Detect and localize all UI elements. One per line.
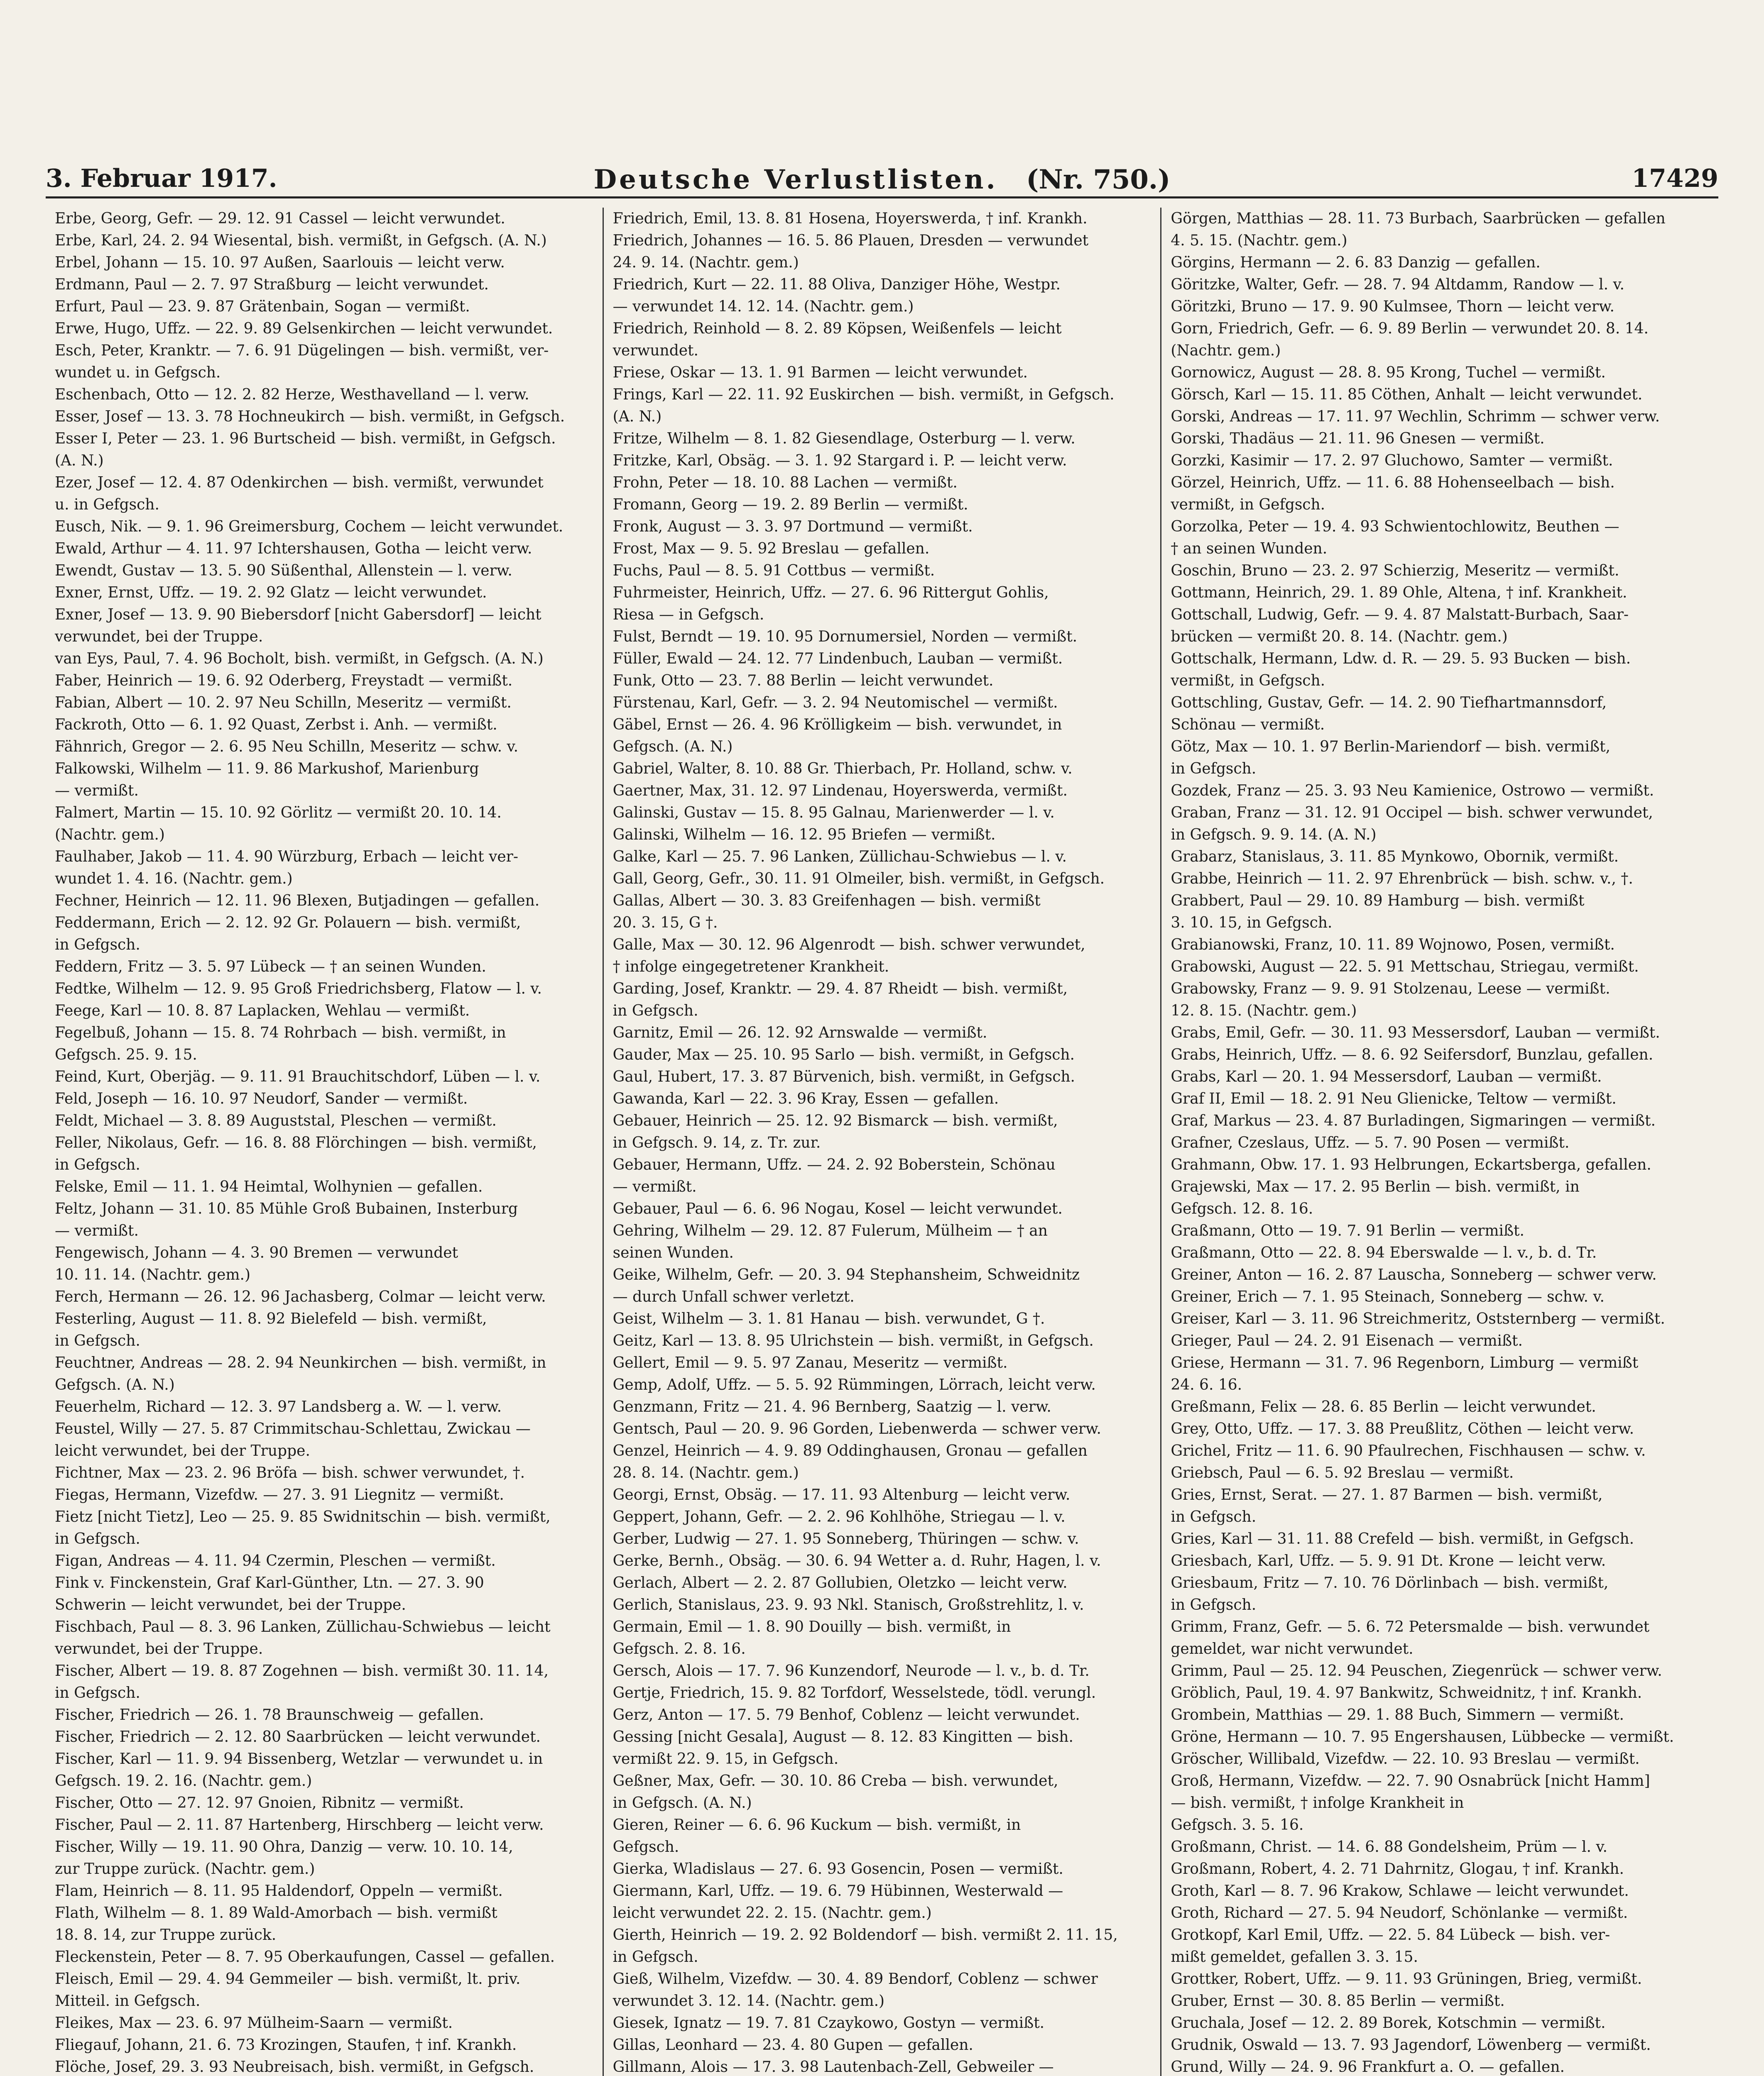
column-middle [603, 208, 1161, 2076]
list-entry-line: Gemp, Adolf, Uffz. — 5. 5. 92 Rümmingen, Lörrach, leicht verw. [612, 1376, 1096, 1393]
list-entry-line: — verwundet 14. 12. 14. (Nachtr. gem.) [612, 298, 914, 315]
list-entry-line: Ewendt, Gustav — 13. 5. 90 Süßenthal, Allenstein — l. verw. [55, 562, 512, 579]
list-entry-line: Grabianowski, Franz, 10. 11. 89 Wojnowo, Posen, vermißt. [1171, 936, 1615, 953]
list-entry-line: — vermißt. [55, 782, 139, 799]
list-entry-line: Grudnik, Oswald — 13. 7. 93 Jagendorf, Löwenberg — vermißt. [1171, 2037, 1651, 2054]
list-entry-line: Fink v. Finckenstein, Graf Karl-Günther, Ltn. — 27. 3. 90 [55, 1574, 484, 1591]
list-entry-line: Gentsch, Paul — 20. 9. 96 Gorden, Liebenwerda — schwer verw. [612, 1420, 1101, 1437]
list-entry-line: Fürstenau, Karl, Gefr. — 3. 2. 94 Neutomischel — vermißt. [612, 694, 1058, 711]
list-entry-line: Grichel, Fritz — 11. 6. 90 Pfaulrechen, Fischhausen — schw. v. [1171, 1442, 1646, 1459]
list-entry-line: Feddern, Fritz — 3. 5. 97 Lübeck — † an seinen Wunden. [55, 958, 486, 975]
list-entry-line: Gieren, Reiner — 6. 6. 96 Kuckum — bish. vermißt, in [612, 1816, 1021, 1834]
list-entry-line: Groth, Richard — 27. 5. 94 Neudorf, Schönlanke — vermißt. [1171, 1905, 1628, 1922]
list-entry-line: Grey, Otto, Uffz. — 17. 3. 88 Preußlitz, Cöthen — leicht verw. [1171, 1420, 1634, 1437]
list-entry-line: 10. 11. 14. (Nachtr. gem.) [55, 1266, 251, 1283]
list-entry-line: Genzel, Heinrich — 4. 9. 89 Oddinghausen, Gronau — gefallen [612, 1442, 1088, 1459]
list-entry-line: Giesek, Ignatz — 19. 7. 81 Czaykowo, Gostyn — vermißt. [612, 2015, 1045, 2032]
list-entry-line: Garding, Josef, Kranktr. — 29. 4. 87 Rheidt — bish. vermißt, [612, 980, 1068, 997]
list-entry-line: Gaul, Hubert, 17. 3. 87 Bürvenich, bish. vermißt, in Gefgsch. [612, 1068, 1075, 1085]
list-entry-line: Esch, Peter, Kranktr. — 7. 6. 91 Dügelingen — bish. vermißt, ver- [55, 342, 549, 359]
list-entry-line: Gorn, Friedrich, Gefr. — 6. 9. 89 Berlin — verwundet 20. 8. 14. [1171, 320, 1649, 337]
list-entry-line: Geßner, Max, Gefr. — 30. 10. 86 Creba — bish. verwundet, [612, 1772, 1058, 1790]
list-entry-line: Gallas, Albert — 30. 3. 83 Greifenhagen — bish. vermißt [612, 892, 1041, 909]
list-entry-line: Feltz, Johann — 31. 10. 85 Mühle Groß Bubainen, Insterburg [55, 1200, 518, 1217]
list-entry-line: Friedrich, Reinhold — 8. 2. 89 Köpsen, Weißenfels — leicht [612, 320, 1062, 337]
list-entry-line: verwundet 3. 12. 14. (Nachtr. gem.) [612, 1993, 885, 2010]
list-entry-line: Frost, Max — 9. 5. 92 Breslau — gefallen. [612, 540, 930, 557]
list-entry-line: mißt gemeldet, gefallen 3. 3. 15. [1171, 1949, 1418, 1966]
list-entry-line: Fritze, Wilhelm — 8. 1. 82 Giesendlage, Osterburg — l. verw. [612, 430, 1076, 447]
list-entry-line: Gabriel, Walter, 8. 10. 88 Gr. Thierbach, Pr. Holland, schw. v. [612, 760, 1073, 777]
list-entry-line: vermißt, in Gefgsch. [1171, 672, 1325, 689]
list-entry-line: Fischer, Friedrich — 26. 1. 78 Braunschweig — gefallen. [55, 1706, 484, 1723]
list-entry-line: leicht verwundet, bei der Truppe. [55, 1442, 310, 1459]
list-entry-line: brücken — vermißt 20. 8. 14. (Nachtr. gem.) [1171, 628, 1508, 645]
list-entry-line: in Gefgsch. [55, 1156, 140, 1173]
page-header [46, 164, 1718, 198]
list-entry-line: Gebauer, Paul — 6. 6. 96 Nogau, Kosel — leicht verwundet. [612, 1200, 1063, 1217]
list-entry-line: Georgi, Ernst, Obsäg. — 17. 11. 93 Altenburg — leicht verw. [612, 1486, 1071, 1503]
list-entry-line: 20. 3. 15, G †. [612, 914, 718, 931]
list-entry-line: Fromann, Georg — 19. 2. 89 Berlin — vermißt. [612, 496, 968, 513]
list-entry-line: Fischer, Friedrich — 2. 12. 80 Saarbrücken — leicht verwundet. [55, 1728, 541, 1746]
casualty-columns [46, 208, 1718, 2076]
list-entry-line: Mitteil. in Gefgsch. [55, 1993, 201, 2010]
list-entry-line: Görsch, Karl — 15. 11. 85 Cöthen, Anhalt — leicht verwundet. [1171, 386, 1643, 403]
list-entry-line: Faulhaber, Jakob — 11. 4. 90 Würzburg, Erbach — leicht ver- [55, 848, 518, 865]
list-entry-line: Grahmann, Obw. 17. 1. 93 Helbrungen, Eckartsberga, gefallen. [1171, 1156, 1651, 1173]
list-entry-line: Erbe, Karl, 24. 2. 94 Wiesental, bish. vermißt, in Gefgsch. (A. N.) [55, 232, 547, 249]
list-entry-line: Geist, Wilhelm — 3. 1. 81 Hanau — bish. verwundet, G †. [612, 1310, 1045, 1327]
list-entry-line: Fedtke, Wilhelm — 12. 9. 95 Groß Friedrichsberg, Flatow — l. v. [55, 980, 542, 997]
list-entry-line: Erdmann, Paul — 2. 7. 97 Straßburg — leicht verwundet. [55, 276, 489, 293]
list-entry-line: Geike, Wilhelm, Gefr. — 20. 3. 94 Stephansheim, Schweidnitz [612, 1266, 1080, 1283]
list-entry-line: Gaertner, Max, 31. 12. 97 Lindenau, Hoyerswerda, vermißt. [612, 782, 1068, 799]
list-entry-line: Griesbaum, Fritz — 7. 10. 76 Dörlinbach — bish. vermißt, [1171, 1574, 1609, 1591]
list-entry-line: Fleckenstein, Peter — 8. 7. 95 Oberkaufungen, Cassel — gefallen. [55, 1949, 555, 1966]
list-entry-line: Gehring, Wilhelm — 29. 12. 87 Fulerum, Mülheim — † an [612, 1222, 1048, 1239]
list-entry-line: Grajewski, Max — 17. 2. 95 Berlin — bish. vermißt, in [1171, 1178, 1580, 1195]
list-entry-line: Füller, Ewald — 24. 12. 77 Lindenbuch, Lauban — vermißt. [612, 650, 1063, 667]
list-entry-line: Friedrich, Johannes — 16. 5. 86 Plauen, Dresden — verwundet [612, 232, 1089, 249]
list-entry-line: Gerke, Bernh., Obsäg. — 30. 6. 94 Wetter a. d. Ruhr, Hagen, l. v. [612, 1552, 1101, 1569]
list-entry-line: Erfurt, Paul — 23. 9. 87 Grätenbain, Sogan — vermißt. [55, 298, 470, 315]
list-entry-line: Feustel, Willy — 27. 5. 87 Crimmitschau-Schlettau, Zwickau — [55, 1420, 531, 1437]
list-entry-line: Fritzke, Karl, Obsäg. — 3. 1. 92 Stargard i. P. — leicht verw. [612, 452, 1067, 469]
list-entry-line: Fischer, Albert — 19. 8. 87 Zogehnen — bish. vermißt 30. 11. 14, [55, 1662, 549, 1679]
list-entry-line: Grotkopf, Karl Emil, Uffz. — 22. 5. 84 Lübeck — bish. ver- [1171, 1927, 1610, 1944]
list-entry-line: Fichtner, Max — 23. 2. 96 Bröfa — bish. schwer verwundet, †. [55, 1464, 525, 1481]
list-entry-line: Eschenbach, Otto — 12. 2. 82 Herze, Westhavelland — l. verw. [55, 386, 529, 403]
list-entry-line: Fiegas, Hermann, Vizefdw. — 27. 3. 91 Liegnitz — vermißt. [55, 1486, 504, 1503]
list-entry-line: Riesa — in Gefgsch. [612, 606, 764, 623]
issue-number: (Nr. 750.) [1026, 164, 1171, 195]
list-entry-line: 12. 8. 15. (Nachtr. gem.) [1171, 1002, 1357, 1019]
list-entry-line: Ewald, Arthur — 4. 11. 97 Ichtershausen, Gotha — leicht verw. [55, 540, 532, 557]
list-entry-line: Gall, Georg, Gefr., 30. 11. 91 Olmeiler, bish. vermißt, in Gefgsch. [612, 870, 1105, 887]
list-entry-line: † infolge eingegetretener Krankheit. [612, 958, 889, 975]
list-entry-line: seinen Wunden. [612, 1244, 734, 1261]
list-entry-line: 28. 8. 14. (Nachtr. gem.) [612, 1464, 799, 1481]
list-entry-line: Feldt, Michael — 3. 8. 89 Auguststal, Pleschen — vermißt. [55, 1112, 497, 1129]
list-entry-line: verwundet. [612, 342, 698, 359]
list-entry-line: Grabowski, August — 22. 5. 91 Mettschau, Striegau, vermißt. [1171, 958, 1639, 975]
list-entry-line: Grabs, Heinrich, Uffz. — 8. 6. 92 Seifersdorf, Bunzlau, gefallen. [1171, 1046, 1654, 1063]
list-entry-line: Gries, Karl — 31. 11. 88 Crefeld — bish. vermißt, in Gefgsch. [1171, 1530, 1634, 1547]
list-entry-line: Graban, Franz — 31. 12. 91 Occipel — bish. schwer verwundet, [1171, 804, 1653, 821]
issue-date: 3. Februar 1917. [46, 164, 277, 193]
list-entry-line: Flöche, Josef, 29. 3. 93 Neubreisach, bish. vermißt, in Gefgsch. [55, 2059, 534, 2076]
list-entry-line: Göritzki, Bruno — 17. 9. 90 Kulmsee, Thorn — leicht verw. [1171, 298, 1615, 315]
list-entry-line: Gefgsch. 3. 5. 16. [1171, 1816, 1304, 1834]
list-entry-line: Fackroth, Otto — 6. 1. 92 Quast, Zerbst i. Anh. — vermißt. [55, 716, 497, 733]
list-entry-line: Feller, Nikolaus, Gefr. — 16. 8. 88 Flörchingen — bish. vermißt, [55, 1134, 537, 1151]
list-entry-line: gemeldet, war nicht verwundet. [1171, 1640, 1414, 1657]
list-entry-line: Fliegauf, Johann, 21. 6. 73 Krozingen, Staufen, † inf. Krankh. [55, 2037, 517, 2054]
list-entry-line: Graf, Markus — 23. 4. 87 Burladingen, Sigmaringen — vermißt. [1171, 1112, 1656, 1129]
list-entry-line: Groß, Hermann, Vizefdw. — 22. 7. 90 Osnabrück [nicht Hamm] [1171, 1772, 1650, 1790]
title-text: Deutsche Verlustlisten. [593, 164, 998, 195]
list-entry-line: Göritzke, Walter, Gefr. — 28. 7. 94 Altdamm, Randow — l. v. [1171, 276, 1624, 293]
list-entry-line: Schwerin — leicht verwundet, bei der Truppe. [55, 1596, 406, 1613]
list-entry-line: (A. N.) [612, 408, 662, 425]
list-entry-line: Gefgsch. 25. 9. 15. [55, 1046, 197, 1063]
list-entry-line: Germain, Emil — 1. 8. 90 Douilly — bish. vermißt, in [612, 1618, 1011, 1635]
list-entry-line: Fechner, Heinrich — 12. 11. 96 Blexen, Butjadingen — gefallen. [55, 892, 540, 909]
list-entry-line: Gottmann, Heinrich, 29. 1. 89 Ohle, Altena, † inf. Krankheit. [1171, 584, 1627, 601]
list-entry-line: Graf II, Emil — 18. 2. 91 Neu Glienicke, Teltow — vermißt. [1171, 1090, 1617, 1107]
list-entry-line: Grabbe, Heinrich — 11. 2. 97 Ehrenbrück — bish. schw. v., †. [1171, 870, 1633, 887]
list-entry-line: in Gefgsch. [55, 1530, 140, 1547]
list-entry-line: Gerlach, Albert — 2. 2. 87 Gollubien, Oletzko — leicht verw. [612, 1574, 1068, 1591]
list-entry-line: in Gefgsch. [55, 936, 140, 953]
list-entry-line: Gerlich, Stanislaus, 23. 9. 93 Nkl. Stanisch, Großstrehlitz, l. v. [612, 1596, 1084, 1613]
list-entry-line: — bish. vermißt, † infolge Krankheit in [1171, 1794, 1464, 1812]
list-entry-line: Feuerhelm, Richard — 12. 3. 97 Landsberg a. W. — l. verw. [55, 1398, 502, 1415]
list-entry-line: Fuchs, Paul — 8. 5. 91 Cottbus — vermißt. [612, 562, 935, 579]
list-entry-line: Esser, Josef — 13. 3. 78 Hochneukirch — bish. vermißt, in Gefgsch. [55, 408, 565, 425]
list-entry-line: Gröscher, Willibald, Vizefdw. — 22. 10. 93 Breslau — vermißt. [1171, 1750, 1640, 1768]
list-entry-line: Giermann, Karl, Uffz. — 19. 6. 79 Hübinnen, Westerwald — [612, 1883, 1063, 1900]
list-entry-line: Gorzolka, Peter — 19. 4. 93 Schwientochlowitz, Beuthen — [1171, 518, 1619, 535]
list-entry-line: Gorzki, Kasimir — 17. 2. 97 Gluchowo, Samter — vermißt. [1171, 452, 1613, 469]
list-entry-line: Gefgsch. 12. 8. 16. [1171, 1200, 1313, 1217]
list-entry-line: wundet 1. 4. 16. (Nachtr. gem.) [55, 870, 293, 887]
list-entry-line: 24. 9. 14. (Nachtr. gem.) [612, 254, 799, 271]
list-entry-line: Falkowski, Wilhelm — 11. 9. 86 Markushof, Marienburg [55, 760, 479, 777]
list-entry-line: in Gefgsch. 9. 14, z. Tr. zur. [612, 1134, 821, 1151]
list-entry-line: Garnitz, Emil — 26. 12. 92 Arnswalde — vermißt. [612, 1024, 987, 1041]
list-entry-line: verwundet, bei der Truppe. [55, 1640, 263, 1657]
list-entry-line: 24. 6. 16. [1171, 1376, 1242, 1393]
list-entry-line: leicht verwundet 22. 2. 15. (Nachtr. gem.) [612, 1905, 932, 1922]
list-entry-line: Gröne, Hermann — 10. 7. 95 Engershausen, Lübbecke — vermißt. [1171, 1728, 1674, 1746]
list-entry-line: Festerling, August — 11. 8. 92 Bielefeld — bish. vermißt, [55, 1310, 487, 1327]
list-entry-line: Gawanda, Karl — 22. 3. 96 Kray, Essen — gefallen. [612, 1090, 999, 1107]
list-entry-line: Friedrich, Kurt — 22. 11. 88 Oliva, Danziger Höhe, Westpr. [612, 276, 1061, 293]
list-entry-line: Flath, Wilhelm — 8. 1. 89 Wald-Amorbach — bish. vermißt [55, 1905, 497, 1922]
list-entry-line: Ferch, Hermann — 26. 12. 96 Jachasberg, Colmar — leicht verw. [55, 1288, 546, 1305]
list-entry-line: Gorski, Andreas — 17. 11. 97 Wechlin, Schrimm — schwer verw. [1171, 408, 1660, 425]
list-entry-line: Gauder, Max — 25. 10. 95 Sarlo — bish. vermißt, in Gefgsch. [612, 1046, 1075, 1063]
list-entry-line: Feege, Karl — 10. 8. 87 Laplacken, Wehlau — vermißt. [55, 1002, 470, 1019]
list-entry-line: Greiner, Anton — 16. 2. 87 Lauscha, Sonneberg — schwer verw. [1171, 1266, 1657, 1283]
list-entry-line: — durch Unfall schwer verletzt. [612, 1288, 855, 1305]
list-entry-line: Gries, Ernst, Serat. — 27. 1. 87 Barmen — bish. vermißt, [1171, 1486, 1603, 1503]
list-entry-line: Gäbel, Ernst — 26. 4. 96 Krölligkeim — bish. verwundet, in [612, 716, 1062, 733]
list-entry-line: Grabbert, Paul — 29. 10. 89 Hamburg — bish. vermißt [1171, 892, 1585, 909]
list-entry-line: Fabian, Albert — 10. 2. 97 Neu Schilln, Meseritz — vermißt. [55, 694, 512, 711]
list-entry-line: Gefgsch. 2. 8. 16. [612, 1640, 746, 1657]
list-entry-line: Galinski, Wilhelm — 16. 12. 95 Briefen — vermißt. [612, 826, 996, 843]
list-entry-line: † an seinen Wunden. [1171, 540, 1328, 557]
list-entry-line: Feddermann, Erich — 2. 12. 92 Gr. Polauern — bish. vermißt, [55, 914, 521, 931]
list-entry-line: Friedrich, Emil, 13. 8. 81 Hosena, Hoyerswerda, † inf. Krankh. [612, 210, 1088, 227]
list-entry-line: (Nachtr. gem.) [1171, 342, 1281, 359]
list-entry-line: Gieß, Wilhelm, Vizefdw. — 30. 4. 89 Bendorf, Coblenz — schwer [612, 1971, 1098, 1988]
list-entry-line: Galke, Karl — 25. 7. 96 Lanken, Züllichau-Schwiebus — l. v. [612, 848, 1067, 865]
list-entry-line: Fischer, Willy — 19. 11. 90 Ohra, Danzig — verw. 10. 10. 14, [55, 1839, 513, 1856]
list-entry-line: Gierka, Wladislaus — 27. 6. 93 Gosencin, Posen — vermißt. [612, 1861, 1063, 1878]
list-entry-line: Gottschall, Ludwig, Gefr. — 9. 4. 87 Malstatt-Burbach, Saar- [1171, 606, 1629, 623]
list-entry-line: Gefgsch. 19. 2. 16. (Nachtr. gem.) [55, 1772, 312, 1790]
list-entry-line: Funk, Otto — 23. 7. 88 Berlin — leicht verwundet. [612, 672, 994, 689]
column-right [1160, 208, 1718, 2076]
list-entry-line: Gefgsch. [612, 1839, 679, 1856]
list-entry-line: Grafner, Czeslaus, Uffz. — 5. 7. 90 Posen — vermißt. [1171, 1134, 1570, 1151]
list-entry-line: Grabarz, Stanislaus, 3. 11. 85 Mynkowo, Obornik, vermißt. [1171, 848, 1619, 865]
list-entry-line: Griese, Hermann — 31. 7. 96 Regenborn, Limburg — vermißt [1171, 1354, 1639, 1371]
list-entry-line: in Gefgsch. 9. 9. 14. (A. N.) [1171, 826, 1377, 843]
list-entry-line: Gottschling, Gustav, Gefr. — 14. 2. 90 Tiefhartmannsdorf, [1171, 694, 1607, 711]
list-entry-line: Feind, Kurt, Oberjäg. — 9. 11. 91 Brauchitschdorf, Lüben — l. v. [55, 1068, 541, 1085]
list-entry-line: Grabs, Emil, Gefr. — 30. 11. 93 Messersdorf, Lauban — vermißt. [1171, 1024, 1660, 1041]
list-entry-line: in Gefgsch. [55, 1332, 140, 1349]
list-entry-line: Gornowicz, August — 28. 8. 95 Krong, Tuchel — vermißt. [1171, 364, 1606, 381]
list-entry-line: Fuhrmeister, Heinrich, Uffz. — 27. 6. 96 Rittergut Gohlis, [612, 584, 1049, 601]
list-entry-line: Galle, Max — 30. 12. 96 Algenrodt — bish. schwer verwundet, [612, 936, 1085, 953]
list-entry-line: Frohn, Peter — 18. 10. 88 Lachen — vermißt. [612, 474, 958, 491]
list-entry-line: Fähnrich, Gregor — 2. 6. 95 Neu Schilln, Meseritz — schw. v. [55, 738, 519, 755]
list-entry-line: Felske, Emil — 11. 1. 94 Heimtal, Wolhynien — gefallen. [55, 1178, 483, 1195]
list-entry-line: Flam, Heinrich — 8. 11. 95 Haldendorf, Oppeln — vermißt. [55, 1883, 503, 1900]
list-entry-line: Fengewisch, Johann — 4. 3. 90 Bremen — verwundet [55, 1244, 458, 1261]
list-entry-line: Gorski, Thadäus — 21. 11. 96 Gnesen — vermißt. [1171, 430, 1545, 447]
list-entry-line: Greiser, Karl — 3. 11. 96 Streichmeritz, Oststernberg — vermißt. [1171, 1310, 1665, 1327]
list-entry-line: Grimm, Franz, Gefr. — 5. 6. 72 Petersmalde — bish. verwundet [1171, 1618, 1650, 1635]
list-entry-line: Fietz [nicht Tietz], Leo — 25. 9. 85 Swidnitschin — bish. vermißt, [55, 1508, 551, 1525]
list-entry-line: Gruchala, Josef — 12. 2. 89 Borek, Kotschmin — vermißt. [1171, 2015, 1606, 2032]
list-entry-line: — vermißt. [612, 1178, 697, 1195]
list-entry-line: Schönau — vermißt. [1171, 716, 1325, 733]
list-entry-line: zur Truppe zurück. (Nachtr. gem.) [55, 1861, 315, 1878]
list-entry-line: Fulst, Berndt — 19. 10. 95 Dornumersiel, Norden — vermißt. [612, 628, 1078, 645]
list-entry-line: (A. N.) [55, 452, 104, 469]
list-entry-line: in Gefgsch. [1171, 760, 1257, 777]
list-entry-line: Gessing [nicht Gesala], August — 8. 12. 83 Kingitten — bish. [612, 1728, 1073, 1746]
list-entry-line: 3. 10. 15, in Gefgsch. [1171, 914, 1333, 931]
list-entry-line: Gebauer, Heinrich — 25. 12. 92 Bismarck — bish. vermißt, [612, 1112, 1058, 1129]
list-entry-line: verwundet, bei der Truppe. [55, 628, 263, 645]
list-entry-line: Erbel, Johann — 15. 10. 97 Außen, Saarlouis — leicht verw. [55, 254, 505, 271]
list-entry-line: Graßmann, Otto — 22. 8. 94 Eberswalde — l. v., b. d. Tr. [1171, 1244, 1597, 1261]
list-entry-line: Grottker, Robert, Uffz. — 9. 11. 93 Grüningen, Brieg, vermißt. [1171, 1971, 1642, 1988]
list-entry-line: 4. 5. 15. (Nachtr. gem.) [1171, 232, 1348, 249]
list-entry-line: Erbe, Georg, Gefr. — 29. 12. 91 Cassel — leicht verwundet. [55, 210, 505, 227]
list-entry-line: Fischer, Paul — 2. 11. 87 Hartenberg, Hirschberg — leicht verw. [55, 1816, 544, 1834]
list-entry-line: Goschin, Bruno — 23. 2. 97 Schierzig, Meseritz — vermißt. [1171, 562, 1619, 579]
list-entry-line: Grabs, Karl — 20. 1. 94 Messersdorf, Lauban — vermißt. [1171, 1068, 1602, 1085]
list-entry-line: Gebauer, Hermann, Uffz. — 24. 2. 92 Boberstein, Schönau [612, 1156, 1056, 1173]
list-entry-line: Fischbach, Paul — 8. 3. 96 Lanken, Züllichau-Schwiebus — leicht [55, 1618, 551, 1635]
list-entry-line: u. in Gefgsch. [55, 496, 159, 513]
list-entry-line: wundet u. in Gefgsch. [55, 364, 221, 381]
list-entry-line: in Gefgsch. [612, 1949, 698, 1966]
list-entry-line: Fegelbuß, Johann — 15. 8. 74 Rohrbach — bish. vermißt, in [55, 1024, 506, 1041]
list-entry-line: — vermißt. [55, 1222, 139, 1239]
list-entry-line: Gruber, Ernst — 30. 8. 85 Berlin — vermißt. [1171, 1993, 1505, 2010]
list-entry-line: Gröblich, Paul, 19. 4. 97 Bankwitz, Schweidnitz, † inf. Krankh. [1171, 1684, 1642, 1701]
list-entry-line: Fleisch, Emil — 29. 4. 94 Gemmeiler — bish. vermißt, lt. priv. [55, 1971, 521, 1988]
list-entry-line: Exner, Josef — 13. 9. 90 Biebersdorf [nicht Gabersdorf] — leicht [55, 606, 541, 623]
list-entry-line: in Gefgsch. [1171, 1596, 1257, 1613]
list-entry-line: Friese, Oskar — 13. 1. 91 Barmen — leicht verwundet. [612, 364, 1028, 381]
list-entry-line: Fronk, August — 3. 3. 97 Dortmund — vermißt. [612, 518, 973, 535]
list-entry-line: Fischer, Otto — 27. 12. 97 Gnoien, Ribnitz — vermißt. [55, 1794, 464, 1812]
list-entry-line: Görgins, Hermann — 2. 6. 83 Danzig — gefallen. [1171, 254, 1541, 271]
list-entry-line: in Gefgsch. [55, 1684, 140, 1701]
list-entry-line: Grieger, Paul — 24. 2. 91 Eisenach — vermißt. [1171, 1332, 1523, 1349]
list-entry-line: Gierth, Heinrich — 19. 2. 92 Boldendorf — bish. vermißt 2. 11. 15, [612, 1927, 1118, 1944]
list-entry-line: in Gefgsch. [612, 1002, 698, 1019]
list-entry-line: Geitz, Karl — 13. 8. 95 Ulrichstein — bish. vermißt, in Gefgsch. [612, 1332, 1094, 1349]
list-entry-line: (Nachtr. gem.) [55, 826, 165, 843]
list-entry-line: Grombein, Matthias — 29. 1. 88 Buch, Simmern — vermißt. [1171, 1706, 1624, 1723]
publication-title [46, 164, 1718, 195]
list-entry-line: Gertje, Friedrich, 15. 9. 82 Torfdorf, Wesselstede, tödl. verungl. [612, 1684, 1096, 1701]
list-entry-line: vermißt 22. 9. 15, in Gefgsch. [612, 1750, 839, 1768]
list-entry-line: Erwe, Hugo, Uffz. — 22. 9. 89 Gelsenkirchen — leicht verwundet. [55, 320, 553, 337]
list-entry-line: Esser I, Peter — 23. 1. 96 Burtscheid — bish. vermißt, in Gefgsch. [55, 430, 556, 447]
list-entry-line: Genzmann, Fritz — 21. 4. 96 Bernberg, Saatzig — l. verw. [612, 1398, 1051, 1415]
column-left [46, 208, 603, 2076]
list-entry-line: Görzel, Heinrich, Uffz. — 11. 6. 88 Hohenseelbach — bish. [1171, 474, 1615, 491]
list-entry-line: Grabowsky, Franz — 9. 9. 91 Stolzenau, Leese — vermißt. [1171, 980, 1610, 997]
list-entry-line: Griebsch, Paul — 6. 5. 92 Breslau — vermißt. [1171, 1464, 1514, 1481]
list-entry-line: Gefgsch. (A. N.) [612, 738, 733, 755]
list-entry-line: van Eys, Paul, 7. 4. 96 Bocholt, bish. vermißt, in Gefgsch. (A. N.) [55, 650, 544, 667]
list-entry-line: Gersch, Alois — 17. 7. 96 Kunzendorf, Neurode — l. v., b. d. Tr. [612, 1662, 1090, 1679]
list-entry-line: Gillmann, Alois — 17. 3. 98 Lautenbach-Zell, Gebweiler — [612, 2059, 1054, 2076]
page-number: 17429 [1632, 164, 1718, 193]
list-entry-line: Frings, Karl — 22. 11. 92 Euskirchen — bish. vermißt, in Gefgsch. [612, 386, 1115, 403]
list-entry-line: Görgen, Matthias — 28. 11. 73 Burbach, Saarbrücken — gefallen [1171, 210, 1666, 227]
list-entry-line: Fischer, Karl — 11. 9. 94 Bissenberg, Wetzlar — verwundet u. in [55, 1750, 543, 1768]
list-entry-line: Graßmann, Otto — 19. 7. 91 Berlin — vermißt. [1171, 1222, 1524, 1239]
list-entry-line: Gozdek, Franz — 25. 3. 93 Neu Kamienice, Ostrowo — vermißt. [1171, 782, 1654, 799]
list-entry-line: 18. 8. 14, zur Truppe zurück. [55, 1927, 277, 1944]
list-entry-line: Eusch, Nik. — 9. 1. 96 Greimersburg, Cochem — leicht verwundet. [55, 518, 564, 535]
list-entry-line: Gefgsch. (A. N.) [55, 1376, 175, 1393]
list-entry-line: Gerber, Ludwig — 27. 1. 95 Sonneberg, Thüringen — schw. v. [612, 1530, 1079, 1547]
list-entry-line: Gillas, Leonhard — 23. 4. 80 Gupen — gefallen. [612, 2037, 973, 2054]
list-entry-line: in Gefgsch. (A. N.) [612, 1794, 752, 1812]
list-entry-line: Griesbach, Karl, Uffz. — 5. 9. 91 Dt. Krone — leicht verw. [1171, 1552, 1606, 1569]
list-entry-line: Greßmann, Felix — 28. 6. 85 Berlin — leicht verwundet. [1171, 1398, 1596, 1415]
list-entry-line: Groth, Karl — 8. 7. 96 Krakow, Schlawe — leicht verwundet. [1171, 1883, 1629, 1900]
list-entry-line: Falmert, Martin — 15. 10. 92 Görlitz — vermißt 20. 10. 14. [55, 804, 502, 821]
list-entry-line: Grimm, Paul — 25. 12. 94 Peuschen, Ziegenrück — schwer verw. [1171, 1662, 1662, 1679]
list-entry-line: Götz, Max — 10. 1. 97 Berlin-Mariendorf — bish. vermißt, [1171, 738, 1610, 755]
list-entry-line: Gottschalk, Hermann, Ldw. d. R. — 29. 5. 93 Bucken — bish. [1171, 650, 1631, 667]
list-entry-line: Gerz, Anton — 17. 5. 79 Benhof, Coblenz — leicht verwundet. [612, 1706, 1080, 1723]
list-entry-line: Greiner, Erich — 7. 1. 95 Steinach, Sonneberg — schw. v. [1171, 1288, 1605, 1305]
list-entry-line: Feuchtner, Andreas — 28. 2. 94 Neunkirchen — bish. vermißt, in [55, 1354, 546, 1371]
list-entry-line: Großmann, Robert, 4. 2. 71 Dahrnitz, Glogau, † inf. Krankh. [1171, 1861, 1624, 1878]
list-entry-line: Großmann, Christ. — 14. 6. 88 Gondelsheim, Prüm — l. v. [1171, 1839, 1607, 1856]
list-entry-line: Fleikes, Max — 23. 6. 97 Mülheim-Saarn — vermißt. [55, 2015, 453, 2032]
list-entry-line: Geppert, Johann, Gefr. — 2. 2. 96 Kohlhöhe, Striegau — l. v. [612, 1508, 1066, 1525]
list-entry-line: Figan, Andreas — 4. 11. 94 Czermin, Pleschen — vermißt. [55, 1552, 496, 1569]
list-entry-line: vermißt, in Gefgsch. [1171, 496, 1325, 513]
list-entry-line: Exner, Ernst, Uffz. — 19. 2. 92 Glatz — leicht verwundet. [55, 584, 487, 601]
list-entry-line: Galinski, Gustav — 15. 8. 95 Galnau, Marienwerder — l. v. [612, 804, 1055, 821]
list-entry-line: Faber, Heinrich — 19. 6. 92 Oderberg, Freystadt — vermißt. [55, 672, 513, 689]
list-entry-line: Grund, Willy — 24. 9. 96 Frankfurt a. O. — gefallen. [1171, 2059, 1565, 2076]
list-entry-line: in Gefgsch. [1171, 1508, 1257, 1525]
list-entry-line: Feld, Joseph — 16. 10. 97 Neudorf, Sander — vermißt. [55, 1090, 468, 1107]
list-entry-line: Gellert, Emil — 9. 5. 97 Zanau, Meseritz — vermißt. [612, 1354, 1008, 1371]
list-entry-line: Ezer, Josef — 12. 4. 87 Odenkirchen — bish. vermißt, verwundet [55, 474, 544, 491]
